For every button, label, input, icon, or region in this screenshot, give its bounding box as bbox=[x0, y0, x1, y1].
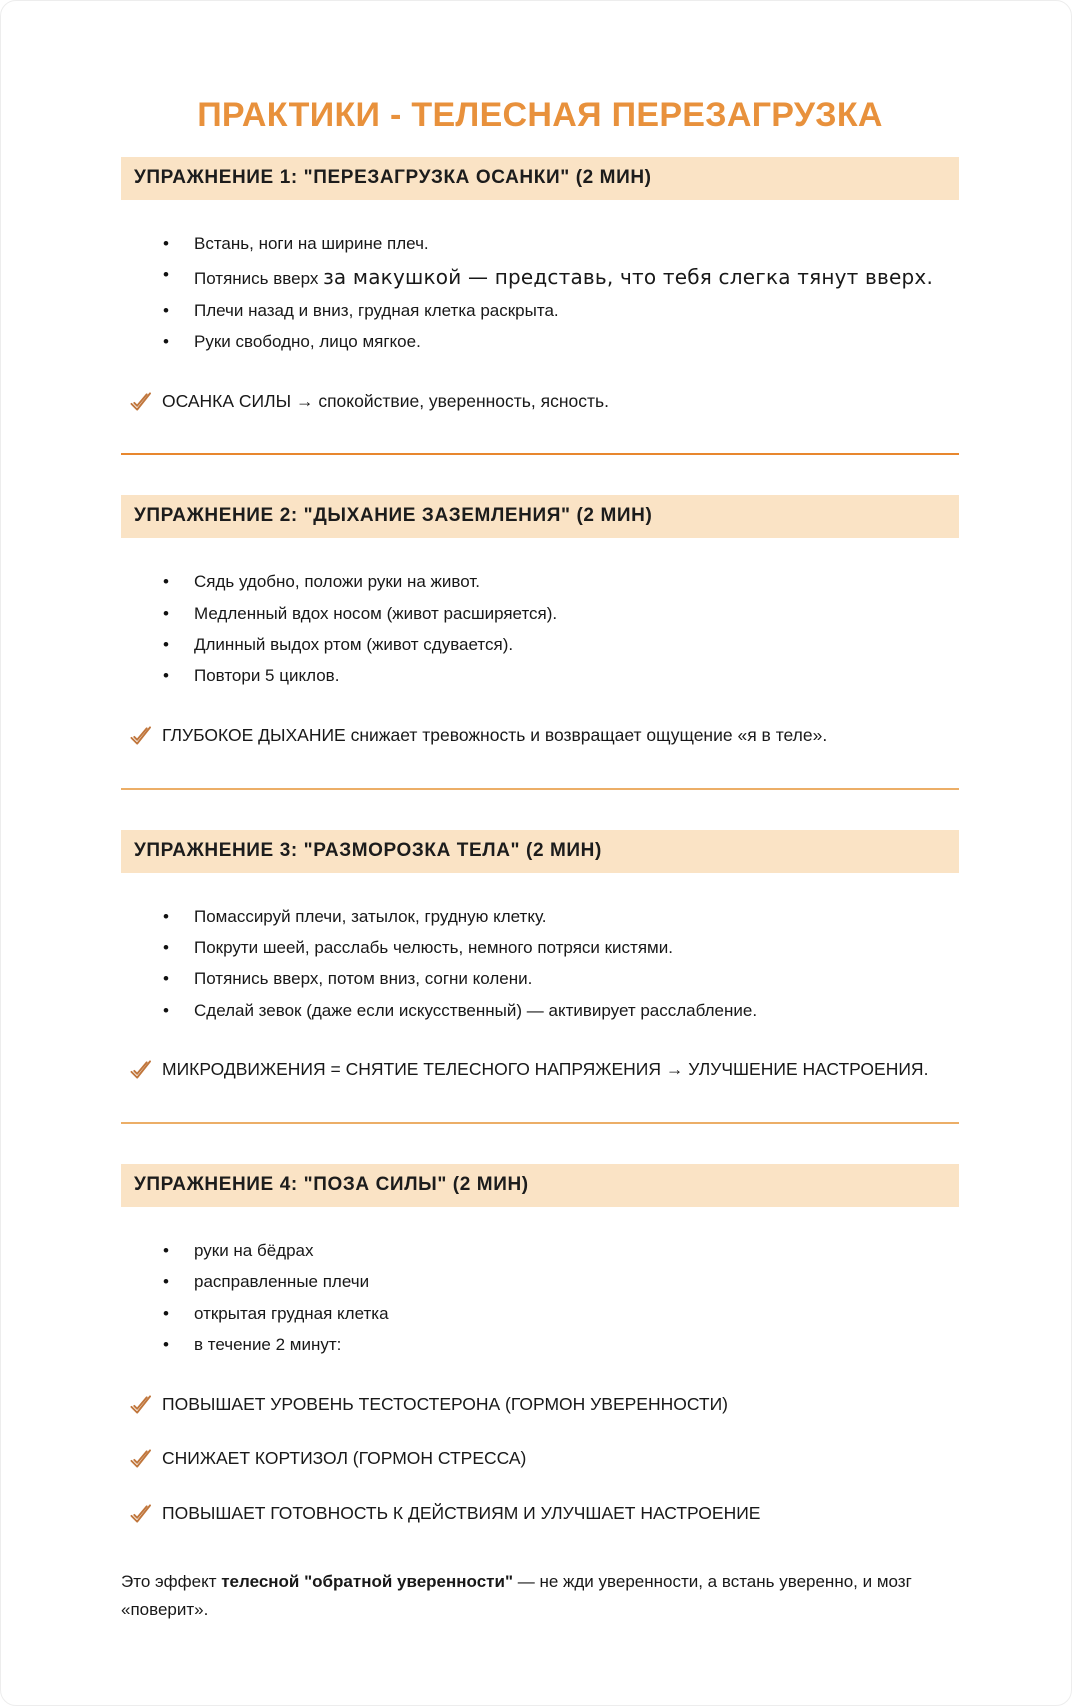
bullet-text: открытая грудная клетка bbox=[194, 1303, 389, 1323]
section-exercise-2 bbox=[121, 495, 959, 747]
note-row bbox=[121, 1447, 959, 1471]
section-2-header: УПРАЖНЕНИЕ 2: "ДЫХАНИЕ ЗАЗЕМЛЕНИЯ" (2 МИН) bbox=[121, 495, 959, 538]
bullet-text: Руки свободно, лицо мягкое. bbox=[194, 332, 421, 352]
bullet-text: Покрути шеей, расслабь челюсть, немного потряси кистями. bbox=[194, 937, 673, 957]
bullet-text: Помассируй плечи, затылок, грудную клетку. bbox=[194, 906, 547, 926]
bullet-text: руки на бёдрах bbox=[194, 1240, 314, 1260]
note-row bbox=[121, 1502, 959, 1526]
check-icon bbox=[129, 391, 152, 412]
bullet-text: Плечи назад и вниз, грудная клетка раскрыта. bbox=[194, 300, 559, 320]
closing-paragraph-bold: телесной "обратной уверенности" bbox=[221, 1571, 513, 1591]
bullet-item bbox=[121, 603, 959, 625]
bullet-item bbox=[121, 300, 959, 322]
bullet-text: расправленные плечи bbox=[194, 1272, 370, 1292]
bullet-item bbox=[121, 233, 959, 255]
section-4-header: УПРАЖНЕНИЕ 4: "ПОЗА СИЛЫ" (2 МИН) bbox=[121, 1164, 959, 1207]
bullet-item bbox=[121, 1240, 959, 1262]
section-1-bullet-list bbox=[121, 233, 959, 354]
check-icon bbox=[129, 1394, 152, 1415]
bullet-item bbox=[121, 906, 959, 928]
bullet-text-alt-font: за макушкой — представь, что тебя слегка тянут вверх. bbox=[323, 265, 934, 290]
section-divider bbox=[121, 788, 959, 790]
note-text: ПОВЫШАЕТ УРОВЕНЬ ТЕСТОСТЕРОНА (ГОРМОН УВЕРЕННОСТИ) bbox=[162, 1393, 729, 1414]
page-title: ПРАКТИКИ - ТЕЛЕСНАЯ ПЕРЕЗАГРУЗКА bbox=[197, 96, 883, 134]
bullet-text: Сядь удобно, положи руки на живот. bbox=[194, 572, 480, 592]
bullet-text: Медленный вдох носом (живот расширяется). bbox=[194, 603, 558, 623]
note-row bbox=[121, 1393, 959, 1417]
section-divider bbox=[121, 453, 959, 455]
closing-paragraph bbox=[121, 1568, 959, 1626]
section-3-bullet-list bbox=[121, 906, 959, 1023]
bullet-text: Длинный выдох ртом (живот сдувается). bbox=[194, 635, 514, 655]
note-row bbox=[121, 390, 959, 414]
section-exercise-4 bbox=[121, 1164, 959, 1625]
bullet-item bbox=[121, 937, 959, 959]
bullet-item bbox=[121, 1000, 959, 1022]
check-icon bbox=[129, 725, 152, 746]
closing-paragraph-pre: Это эффект bbox=[121, 1571, 222, 1591]
bullet-text: в течение 2 минут: bbox=[194, 1335, 342, 1355]
document-content bbox=[1, 1, 1071, 1705]
closing-paragraph-post: — не жди уверенности, а встань уверенно, и мозг «поверит». bbox=[121, 1571, 912, 1620]
bullet-text: Встань, ноги на ширине плеч. bbox=[194, 233, 429, 253]
bullet-item bbox=[121, 665, 959, 687]
bullet-item bbox=[121, 1334, 959, 1356]
bullet-item bbox=[121, 264, 959, 290]
bullet-item bbox=[121, 634, 959, 656]
bullet-item bbox=[121, 968, 959, 990]
note-text: СНИЖАЕТ КОРТИЗОЛ (ГОРМОН СТРЕССА) bbox=[162, 1448, 527, 1469]
section-divider bbox=[121, 1122, 959, 1124]
section-exercise-1 bbox=[121, 157, 959, 413]
note-text: ОСАНКА СИЛЫ → спокойствие, уверенность, ясность. bbox=[162, 390, 610, 411]
note-row bbox=[121, 724, 959, 748]
section-1-header: УПРАЖНЕНИЕ 1: "ПЕРЕЗАГРУЗКА ОСАНКИ" (2 МИН) bbox=[121, 157, 959, 200]
section-4-bullet-list bbox=[121, 1240, 959, 1357]
note-text: ПОВЫШАЕТ ГОТОВНОСТЬ К ДЕЙСТВИЯМ И УЛУЧШАЕТ НАСТРОЕНИЕ bbox=[162, 1502, 761, 1523]
check-icon bbox=[129, 1059, 152, 1080]
bullet-text: Потянись вверх bbox=[194, 269, 324, 289]
bullet-item bbox=[121, 1271, 959, 1293]
section-2-bullet-list bbox=[121, 571, 959, 688]
bullet-item bbox=[121, 1303, 959, 1325]
check-icon bbox=[129, 1503, 152, 1524]
bullet-item bbox=[121, 571, 959, 593]
bullet-text: Потянись вверх, потом вниз, согни колени. bbox=[194, 969, 533, 989]
bullet-item bbox=[121, 331, 959, 353]
bullet-text: Повтори 5 циклов. bbox=[194, 666, 340, 686]
note-text: ГЛУБОКОЕ ДЫХАНИЕ снижает тревожность и возвращает ощущение «я в теле». bbox=[162, 724, 828, 745]
check-icon bbox=[129, 1448, 152, 1469]
note-row bbox=[121, 1058, 959, 1082]
note-text: МИКРОДВИЖЕНИЯ = СНЯТИЕ ТЕЛЕСНОГО НАПРЯЖЕНИЯ → УЛУЧШЕНИЕ НАСТРОЕНИЯ. bbox=[162, 1059, 929, 1080]
section-exercise-3 bbox=[121, 830, 959, 1082]
bullet-text: Сделай зевок (даже если искусственный) — активирует расслабление. bbox=[194, 1000, 758, 1020]
section-3-header: УПРАЖНЕНИЕ 3: "РАЗМОРОЗКА ТЕЛА" (2 МИН) bbox=[121, 830, 959, 873]
